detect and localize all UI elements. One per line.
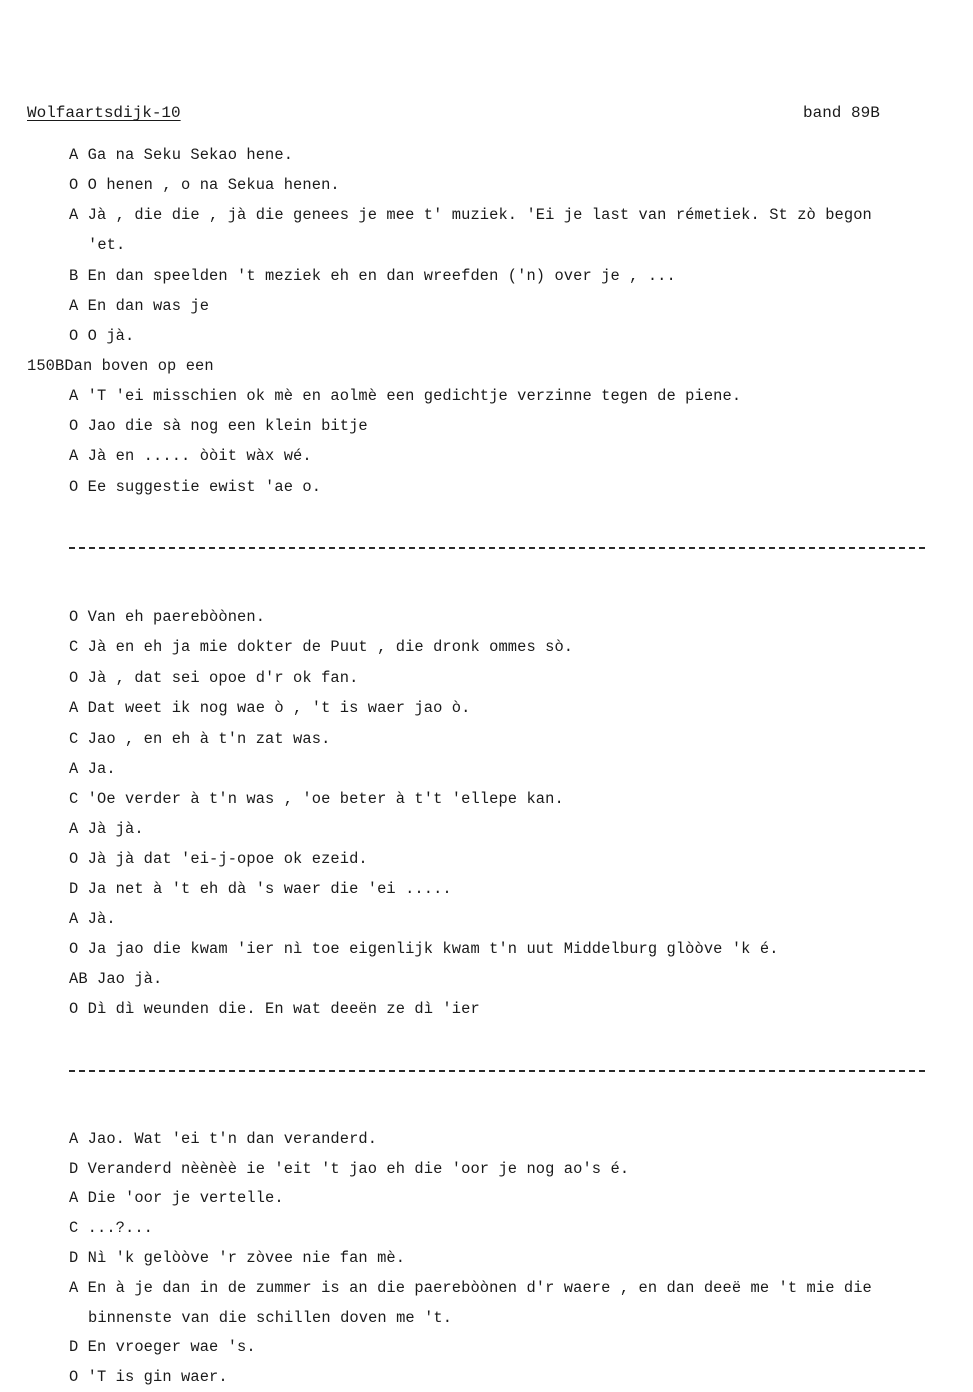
transcript-line: A En à je dan in de zummer is an die paerebòònen d'r waere , en dan deeë me 't mie die xyxy=(69,1279,872,1297)
transcript-line: O Ja jao die kwam 'ier nì toe eigenlijk kwam t'n uut Middelburg glòòve 'k é. xyxy=(69,940,779,958)
transcript-line: D En vroeger wae 's. xyxy=(69,1338,256,1356)
transcript-line: A Jà. xyxy=(69,910,116,928)
transcript-line: D Nì 'k gelòòve 'r zòvee nie fan mè. xyxy=(69,1249,406,1267)
transcript-line-continuation: binnenste van die schillen doven me 't. xyxy=(88,1309,453,1327)
transcript-line: A Jà jà. xyxy=(69,820,144,838)
section-divider xyxy=(69,1070,925,1072)
transcript-line: C 'Oe verder à t'n was , 'oe beter à t't 'ellepe kan. xyxy=(69,790,564,808)
transcript-line: A Ja. xyxy=(69,760,116,778)
transcript-line: C Jà en eh ja mie dokter de Puut , die dronk ommes sò. xyxy=(69,638,574,656)
transcript-line: O Van eh paerebòònen. xyxy=(69,608,266,626)
transcript-line: D Ja net à 't eh dà 's waer die 'ei ..... xyxy=(69,880,452,898)
transcript-line: A Die 'oor je vertelle. xyxy=(69,1189,284,1207)
transcript-line: O Jà , dat sei opoe d'r ok fan. xyxy=(69,669,359,687)
transcript-line: O Jà jà dat 'ei-j-opoe ok ezeid. xyxy=(69,850,368,868)
transcript-line: O Ee suggestie ewist 'ae o. xyxy=(69,478,322,496)
transcript-line: A En dan was je xyxy=(69,297,210,315)
transcript-line-counter: 150BDan boven op een xyxy=(27,357,214,375)
transcript-line-continuation: 'et. xyxy=(88,236,126,254)
section-divider xyxy=(69,547,925,549)
transcript-line: D Veranderd nèènèè ie 'eit 't jao eh die 'oor je nog ao's é. xyxy=(69,1160,630,1178)
transcript-line: A Ga na Seku Sekao hene. xyxy=(69,146,294,164)
transcript-line: A 'T 'ei misschien ok mè en aolmè een gedichtje verzinne tegen de piene. xyxy=(69,387,742,405)
transcript-line: A Jà , die die , jà die genees je mee t' muziek. 'Ei je last van rémetiek. St zò begon xyxy=(69,206,872,224)
transcript-line: A Dat weet ik nog wae ò , 't is waer jao ò. xyxy=(69,699,471,717)
band-label: band 89B xyxy=(803,104,880,122)
transcript-line: C ...?... xyxy=(69,1219,154,1237)
transcript-line: AB Jao jà. xyxy=(69,970,163,988)
document-title: Wolfaartsdijk-10 xyxy=(27,104,181,122)
transcript-line: O Jao die sà nog een klein bitje xyxy=(69,417,368,435)
transcript-line: O O henen , o na Sekua henen. xyxy=(69,176,340,194)
transcript-line: O Dì dì weunden die. En wat deeën ze dì 'ier xyxy=(69,1000,480,1018)
transcript-line: B En dan speelden 't meziek eh en dan wreefden ('n) over je , ... xyxy=(69,267,676,285)
transcript-line: A Jà en ..... òòit wàx wé. xyxy=(69,447,312,465)
transcript-line: C Jao , en eh à t'n zat was. xyxy=(69,730,331,748)
transcript-line: A Jao. Wat 'ei t'n dan veranderd. xyxy=(69,1130,378,1148)
transcript-line: O 'T is gin waer. xyxy=(69,1368,228,1386)
transcript-line: O O jà. xyxy=(69,327,135,345)
